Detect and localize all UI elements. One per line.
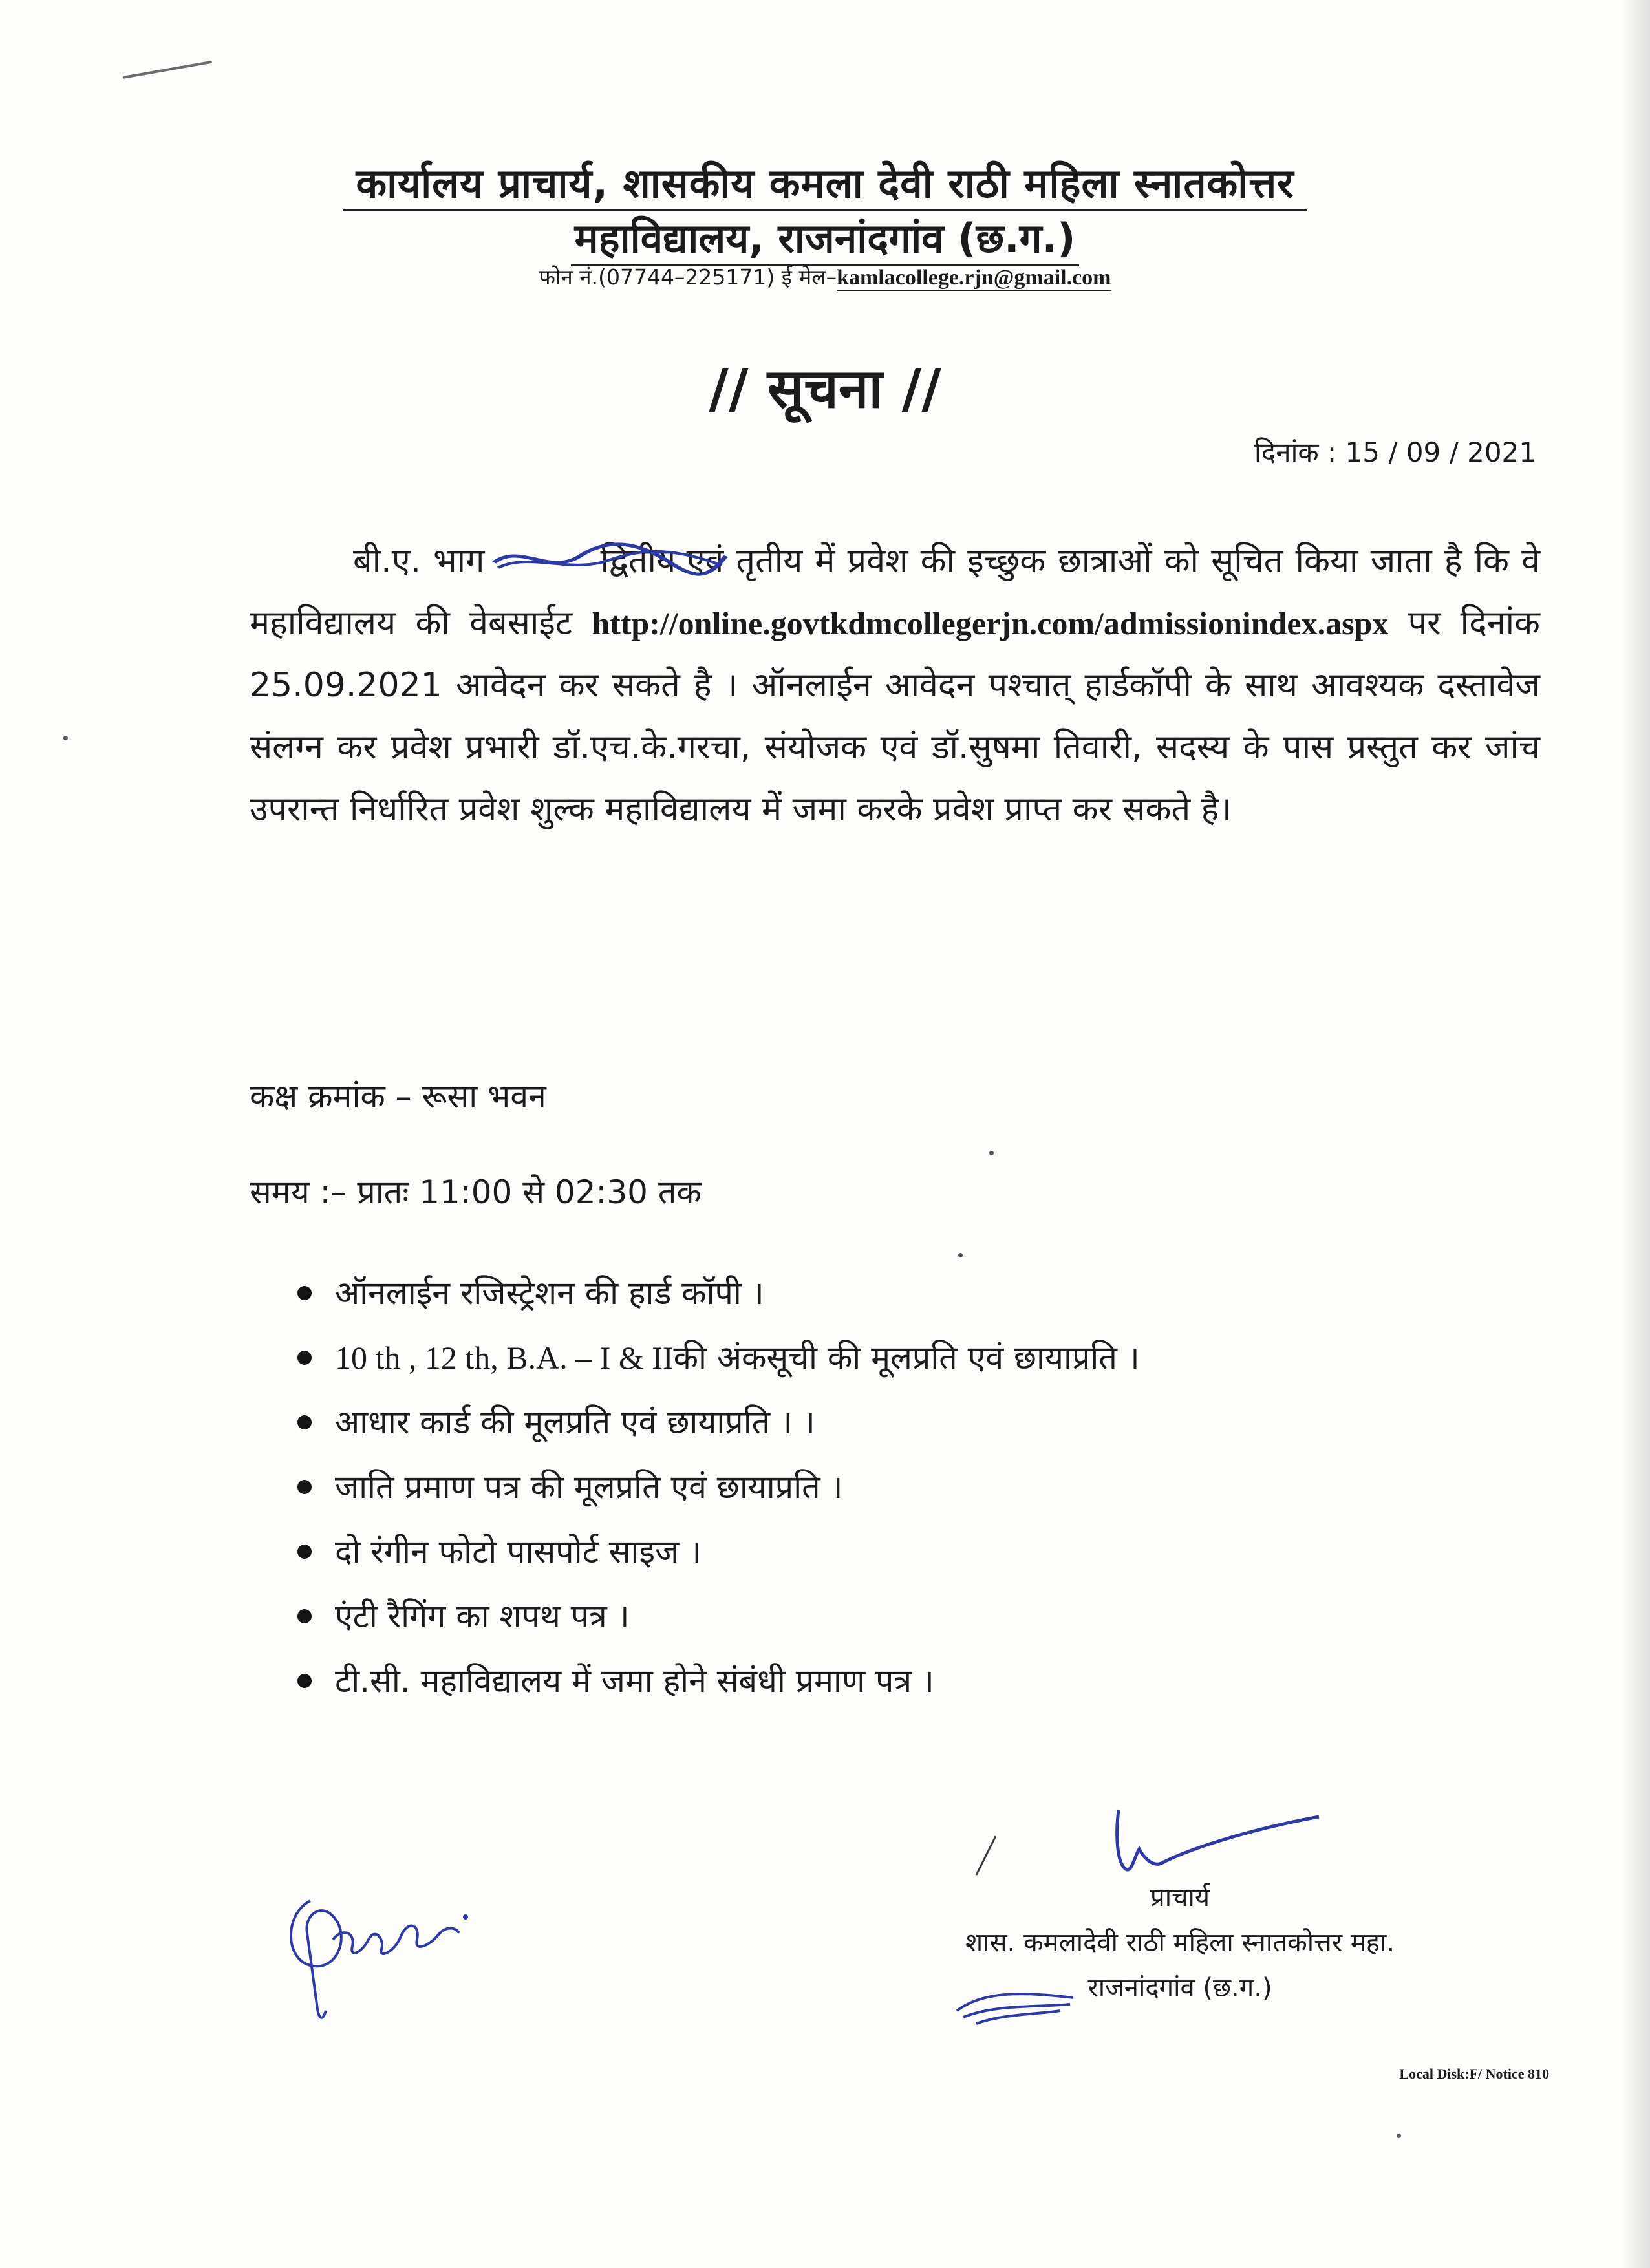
list-item: ऑनलाईन रजिस्ट्रेशन की हार्ड कॉपी । [297,1261,1140,1325]
bullet-icon [297,1480,312,1494]
bullet-icon [297,1674,312,1688]
scan-speck [1397,2134,1401,2138]
bullet-icon [297,1545,312,1559]
contact-line [0,262,1650,291]
bullet-icon [297,1286,312,1300]
list-item: एंटी रैगिंग का शपथ पत्र । [297,1584,1140,1649]
bullet-icon [297,1609,312,1623]
notice-title: // सूचना // [709,357,941,420]
list-item: आधार कार्ड की मूलप्रति एवं छायाप्रति । । [297,1390,1140,1455]
file-reference: Local Disk:F/ Notice 810 [1399,2066,1549,2082]
scan-speck [958,1253,963,1257]
notice-body: बी.ए. भाग द्वितीय एवं तृतीय में प्रवेश की इच्छुक छात्राओं को सूचित किया जाता है कि वे महाविद्यालय की वेबसाईट http://online.govtkdmcollegerjn.com/admissionindex.aspx पर दिनांक 25.09.2021 आवेदन कर सकते है । ऑनलाईन आवेदन पश्चात् हार्डकॉपी के साथ आवश्यक दस्तावेज संलग्न कर प्रवेश प्रभारी डॉ.एच.के.गरचा, संयोजक एवं डॉ.सुषमा तिवारी, सदस्य के पास प्रस्तुत कर जांच उपरान्त निर्धारित प्रवेश शुल्क महाविद्यालय में जमा करके प्रवेश प्राप्त कर सकते है। [250,530,1540,840]
struck-out-word: द्वितीय एवं [497,530,723,592]
phone-label: फोन नं.(07744–225171) ई मेल– [539,264,837,290]
email-address: kamlacollege.rjn@gmail.com [837,266,1111,290]
list-item: जाति प्रमाण पत्र की मूलप्रति एवं छायाप्रति । [297,1455,1140,1519]
strike-scribble [490,537,730,582]
required-documents-list [297,1261,1140,1713]
designation: प्राचार्य [1150,1883,1210,1912]
scan-speck [989,1151,994,1155]
room-number: कक्ष क्रमांक – रूसा भवन [250,1078,546,1115]
list-item: 10 th , 12 th, B.A. – I & II की अंकसूची की मूलप्रति एवं छायाप्रति । [297,1325,1140,1390]
header-line-2: महाविद्यालय, राजनांदगांव (छ.ग.) [0,210,1650,264]
bullet-icon [297,1415,312,1429]
list-item: दो रंगीन फोटो पासपोर्ट साइज । [297,1519,1140,1584]
timing: समय :– प्रातः 11:00 से 02:30 तक [250,1173,702,1211]
header-line-1: कार्यालय प्राचार्य, शासकीय कमला देवी राठी महिला स्नातकोत्तर [0,155,1650,209]
list-item: टी.सी. महाविद्यालय में जमा होने संबंधी प्रमाण पत्र । [297,1649,1140,1713]
page-edge-shadow [1622,0,1650,2268]
notice-date: दिनांक : 15 / 09 / 2021 [1254,436,1536,468]
institution-name: शास. कमलादेवी राठी महिला स्नातकोत्तर महा. [965,1928,1395,1958]
signature-block [841,1875,1519,2011]
admission-url: http://online.govtkdmcollegerjn.com/admissionindex.aspx [592,605,1389,641]
handwritten-signature-left [272,1862,504,2037]
bullet-icon [297,1351,312,1365]
institution-city: राजनांदगांव (छ.ग.) [1088,1973,1272,2003]
scan-speck [63,736,68,740]
principal-signature [970,1797,1332,1888]
scan-mark [123,61,213,79]
